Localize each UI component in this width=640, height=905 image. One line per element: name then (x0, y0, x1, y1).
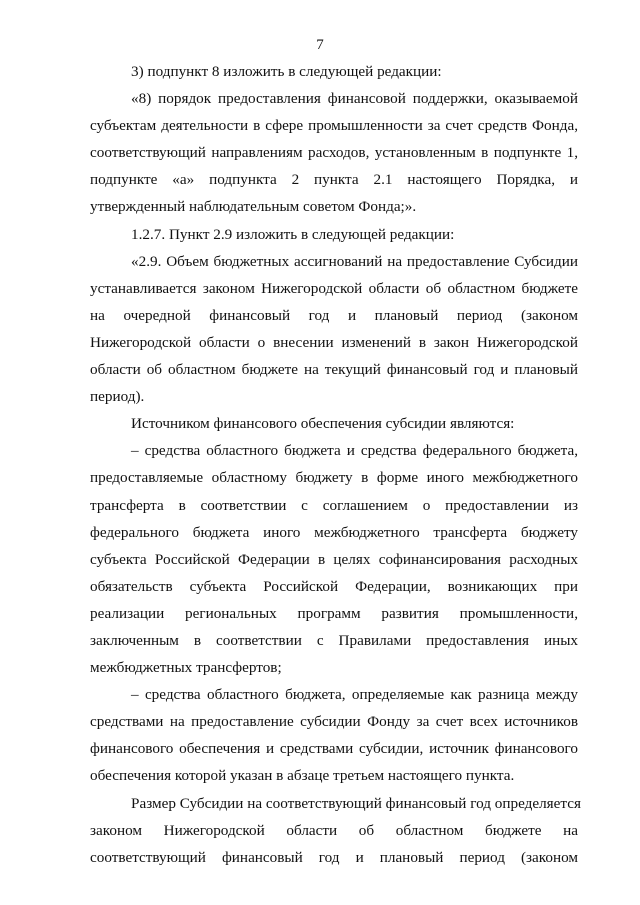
text-line: 1.2.7. Пункт 2.9 изложить в следующей редакции: (131, 225, 455, 243)
text-line: законом Нижегородской области об областном бюджете на (90, 821, 578, 839)
text-line: субъектам деятельности в сфере промышленности за счет средств Фонда, (90, 117, 578, 135)
text-line: – средства областного бюджета и средства федерального бюджета, (131, 442, 578, 460)
text-line: области об областном бюджете на текущий финансовый год и плановый (90, 361, 578, 379)
text-line: 3) подпункт 8 изложить в следующей редакции: (131, 63, 442, 80)
text-line: предоставляемые областному бюджету в форме иного межбюджетного (90, 469, 578, 487)
text-line: финансового обеспечения и средствами субсидии, источник финансового (90, 740, 578, 758)
text-line: федерального бюджета иного межбюджетного трансферта бюджету (90, 523, 578, 541)
page-number: 7 (316, 37, 324, 53)
text-line: соответствующий направлениям расходов, установленным в подпункте 1, (90, 144, 578, 162)
text-line: устанавливается законом Нижегородской области об областном бюджете (90, 279, 578, 297)
text-line: «2.9. Объем бюджетных ассигнований на предоставление Субсидии (131, 252, 578, 270)
text-line: утвержденный наблюдательным советом Фонда;». (90, 198, 417, 216)
text-line: межбюджетных трансфертов; (90, 659, 282, 677)
text-line: трансферта в соответствии с соглашением о предоставлении из (90, 496, 578, 514)
text-line: реализации региональных программ развития промышленности, (90, 604, 578, 622)
text-line: период). (90, 388, 145, 406)
text-line: обеспечения которой указан в абзаце третьем настоящего пункта. (90, 767, 515, 785)
text-line: «8) порядок предоставления финансовой поддержки, оказываемой (131, 90, 578, 108)
text-line: – средства областного бюджета, определяемые как разница между (131, 686, 578, 704)
text-line: субъекта Российской Федерации в целях софинансирования расходных (90, 550, 578, 568)
text-line: Нижегородской области о внесении изменений в закон Нижегородской (90, 333, 578, 351)
text-line: средствами на предоставление субсидии Фонду за счет всех источников (90, 713, 578, 731)
text-line: обязательств субъекта Российской Федерации, возникающих при (90, 577, 578, 595)
document-body (90, 58, 581, 871)
text-line: Размер Субсидии на соответствующий финансовый год определяется (131, 794, 581, 812)
text-line: на очередной финансовый год и плановый период (законом (90, 306, 578, 324)
text-line: Источником финансового обеспечения субсидии являются: (131, 415, 515, 433)
text-line: подпункте «а» подпункта 2 пункта 2.1 настоящего Порядка, и (90, 171, 578, 189)
text-line: заключенным в соответствии с Правилами предоставления иных (90, 631, 578, 649)
text-line: соответствующий финансовый год и плановый период (законом (90, 848, 578, 866)
